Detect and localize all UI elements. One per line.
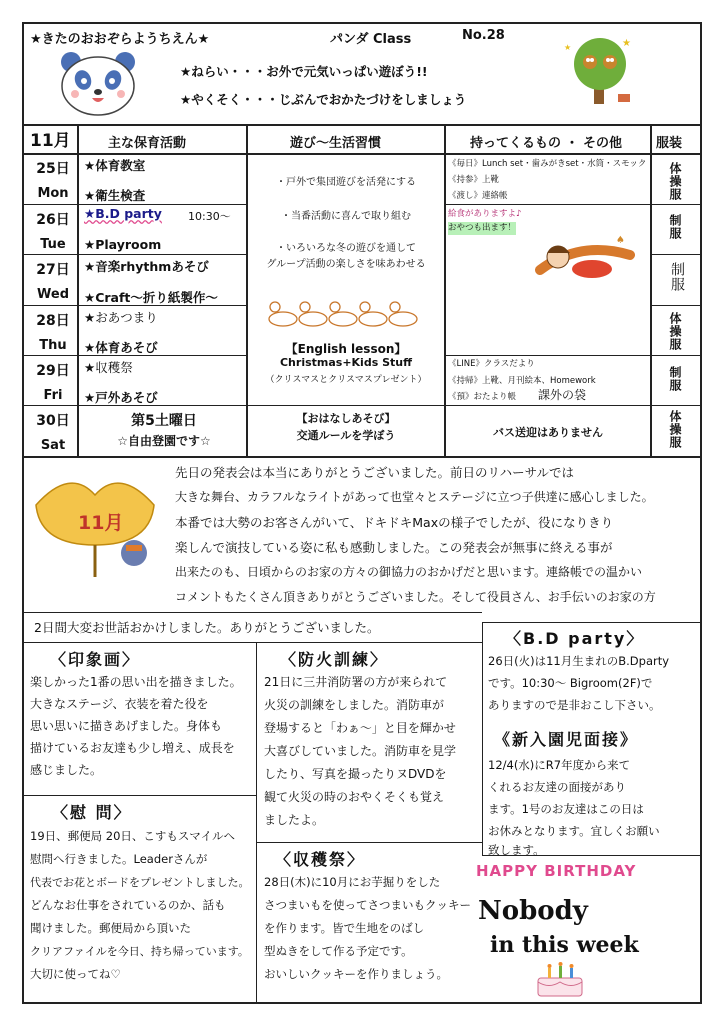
activity-29-1: ★収穫祭 [84,360,133,375]
date-cell: 30日 [36,413,70,429]
interview-line-5: 致します。 [488,843,545,857]
row-line [22,254,246,255]
bd-line-3: ありますので是非おこし下さい。 [488,698,661,712]
visit-line-1: 19日、郵便局 20日、こすもスマイルへ [30,829,235,843]
col-activities-header: 主な保育活動 [108,136,187,151]
birthday-card [470,862,660,1002]
visit-line-5: 聞けました。郵便局から頂いた [30,921,191,935]
ginkgo-label: 11月 [78,512,124,534]
date-cell: 25日 [36,161,70,177]
svg-text:★: ★ [564,43,572,52]
interview-line-2: くれるお友達の面接があり [488,780,626,794]
row-line [444,405,702,406]
svg-text:★: ★ [622,38,631,49]
activity-26-1: ★B.D party [84,206,162,221]
day-row-26 [30,209,76,252]
intro-line-1: 先日の発表会は本当にありがとうございました。前日のリハーサルでは [175,465,575,480]
bring-mon-3: 《渡し》連絡帳 [448,191,508,201]
activity-30-1: 第5土曜日 [131,413,197,429]
table-bottom-line [22,456,702,458]
habit-3: ・いろいろな冬の遊びを通して [276,243,416,254]
activity-28-2: ★体育あそび [84,340,158,355]
fire-line-5: したり、写真を撮ったりヌDVDを [264,767,447,781]
visit-line-4: どんなお仕事をされているのか、話も [30,898,226,912]
habit-4: グループ活動の楽しさを味あわせる [266,259,426,270]
row-line [650,305,702,306]
table-col-line [77,124,79,456]
interview-title: 《新入園児面接》 [494,730,639,749]
row-line [650,254,702,255]
birthday-banner: HAPPY BIRTHDAY [476,862,637,880]
harvest-line-1: 28日(木)に10月にお芋掘りをした [264,875,441,889]
impression-line-2: 大きなステージ、衣装を着た役を [30,697,209,711]
impression-line-3: 思い思いに描きあげました。身体も [30,719,223,733]
date-cell: 29日 [36,363,70,379]
harvest-line-3: を作ります。皆で生地をのばし [264,921,425,935]
section-line [22,795,256,796]
impression-line-5: 感じました。 [30,763,103,777]
clothes-27: 制服 [669,262,685,292]
harvest-line-4: 型ぬきをして作る予定です。 [264,944,413,958]
day-row-27 [30,259,76,302]
harvest-line-2: さつまいもを使ってさつまいもクッキー [264,898,471,912]
bring-tue-2: おやつも出ます！ [448,223,517,233]
day-row-29 [30,360,76,403]
visit-line-3: 代表でお花とボードをプレゼントしました。 [30,876,250,889]
impression-line-1: 楽しかった1番の思い出を描きました。 [30,675,242,689]
row-line [22,204,246,205]
class-name: パンダ Class [330,32,412,47]
fire-line-6: 観て火災の時のおやくそくも覚え [264,790,445,804]
ducks-illustration [265,295,435,329]
svg-text:♠: ♠ [616,235,625,246]
clothes-26: 制服 [668,214,682,240]
intro-line-5: 出来たのも、日頃からのお家の方々の御協力のおかげだと思います。連絡帳での温かい [175,565,643,579]
bd-line-2: です。10:30～ Bigroom(2F)で [488,676,653,690]
intro-line-4: 楽しんで演技している姿に私も感動しました。この発表会が無事に終える事が [175,540,613,555]
habit-2: ・当番活動に喜んで取り組む [281,211,411,222]
intro-line-2: 大きな舞台、カラフルなライトがあって也堂々とステージに立つ子供達に感心しました。 [175,490,654,504]
school-name: ★きたのおおぞらようちえん★ [30,32,210,47]
bd-title: 〈B.D party〉 [505,629,645,648]
weekday-cell: Wed [37,287,69,302]
fire-line-1: 21日に三井消防署の方が来られて [264,675,448,689]
month-label: 11月 [30,131,71,151]
story-title: 【おはなしあそび】 [296,412,396,425]
flying-girl-illustration [530,225,640,295]
date-cell: 27日 [36,262,70,278]
bring-mon-2: 《持参》上靴 [448,175,500,185]
activity-25-2: ★衛生検査 [84,188,146,203]
fire-line-4: 大喜びしていました。消防車を見学 [264,744,457,758]
day-row-28 [30,310,76,353]
birthday-line-2: in this week [490,932,639,958]
visit-line-7: 大切に使ってね♡ [30,967,121,981]
weekday-cell: Tue [40,237,66,252]
activity-27-1: ★音楽rhythmあそび [84,259,209,274]
owl-tree-illustration [560,36,640,106]
bus-notice: バス送迎はありません [493,426,603,439]
harvest-title: 〈収穫祭〉 [275,850,366,869]
activity-26-2: ★Playroom [84,237,162,252]
promise-text: ★やくそく・・・じぶんでおかたづけをしましょう [180,92,467,107]
story-sub: 交通ルールを学ぼう [296,429,396,442]
day-row-30 [30,410,76,453]
date-cell: 26日 [36,212,70,228]
col-bring-header: 持ってくるもの ・ その他 [470,136,623,151]
weekday-cell: Mon [37,186,69,201]
visit-title: 〈慰 問〉 [52,803,132,822]
day-row-25 [30,158,76,201]
cake-icon [534,962,586,1000]
table-col-line [650,124,652,456]
activity-30-2: ☆自由登園です☆ [117,434,211,448]
aim-text: ★ねらい・・・お外で元気いっぱい遊ぼう!! [180,64,428,79]
col-habits-header: 遊び～生活習慣 [290,136,382,151]
col-clothes-header: 服装 [656,136,683,151]
harvest-line-5: おいしいクッキーを作りましょう。 [264,967,448,981]
activity-27-2: ★Craft～折り紙製作～ [84,290,218,305]
panda-illustration [55,48,145,118]
bring-fri-1: 《LINE》クラスだより [448,359,535,369]
activity-26-note: 10:30～ [188,210,231,223]
bring-tue-1: 給食がありますよ♪ [448,209,522,219]
english-title: 【English lesson】 [285,342,407,356]
bd-line-1: 26日(火)は11月生まれのB.Dparty [488,654,670,668]
table-col-line [444,124,446,456]
row-line [246,405,444,406]
habit-1: ・戸外で集団遊びを活発にする [276,177,416,188]
activity-25-1: ★体育教室 [84,158,146,173]
fire-line-7: ましたよ。 [264,813,325,827]
interview-line-3: ます。1号のお友達はこの日は [488,802,644,816]
weekday-cell: Sat [40,438,66,453]
fire-line-3: 登場すると「わぁ～」と目を輝かせ [264,721,456,735]
birthday-line-1: Nobody [478,896,588,926]
intro-line-7: 2日間大変お世話おかけしました。ありがとうございました。 [34,620,380,635]
impression-line-4: 描けているお友達も少し増え、成長を [30,741,235,755]
fire-line-2: 火災の訓練をしました。消防車が [264,698,445,712]
english-jp: （クリスマスとクリスマスプレゼント） [265,375,427,385]
clothes-25: 体操服 [668,162,682,201]
table-col-line [246,124,248,456]
section-divider [256,642,257,1004]
bring-fri-3: 《預》おたより帳 [448,392,517,402]
bring-mon-1: 《毎日》Lunch set・歯みがきset・水筒・スモック [448,159,647,169]
intro-line-3: 本番では大勢のお客さんがいて、ドキドキMaxの様子でしたが、役になりきり [175,515,614,530]
section-line [22,612,482,613]
issue-number: No.28 [462,28,505,43]
weekday-cell: Thu [39,338,67,353]
bring-fri-2: 《持帰》上靴、月刊絵本、Homework [448,376,596,386]
interview-line-4: お休みとなります。宜しくお願い [488,824,660,838]
table-header-line [22,153,702,155]
bring-fri-note: 課外の袋 [538,388,587,402]
header-divider [22,124,702,126]
fire-title: 〈防火訓練〉 [280,650,389,669]
section-line [22,642,482,643]
english-sub: Christmas+Kids Stuff [279,356,413,369]
weekday-cell: Fri [43,388,63,403]
activity-29-2: ★戸外あそび [84,390,158,405]
clothes-29: 制服 [668,366,682,392]
activity-28-1: ★おあつまり [84,310,158,325]
section-line [256,842,482,843]
row-line [444,204,702,205]
impression-title: 〈印象画〉 [50,650,141,669]
visit-line-2: 慰問へ行きました。Leaderさんが [30,852,208,866]
clothes-30: 体操服 [668,410,682,449]
date-cell: 28日 [36,313,70,329]
interview-line-1: 12/4(水)にR7年度から来て [488,758,631,772]
intro-line-6: コメントもたくさん頂きありがとうございました。そして役員さん、お手伝いのお家の方 [175,590,656,604]
row-line [444,355,702,356]
visit-line-6: クリアファイルを今日、持ち帰っています。 [30,945,249,958]
clothes-28: 体操服 [668,312,682,351]
